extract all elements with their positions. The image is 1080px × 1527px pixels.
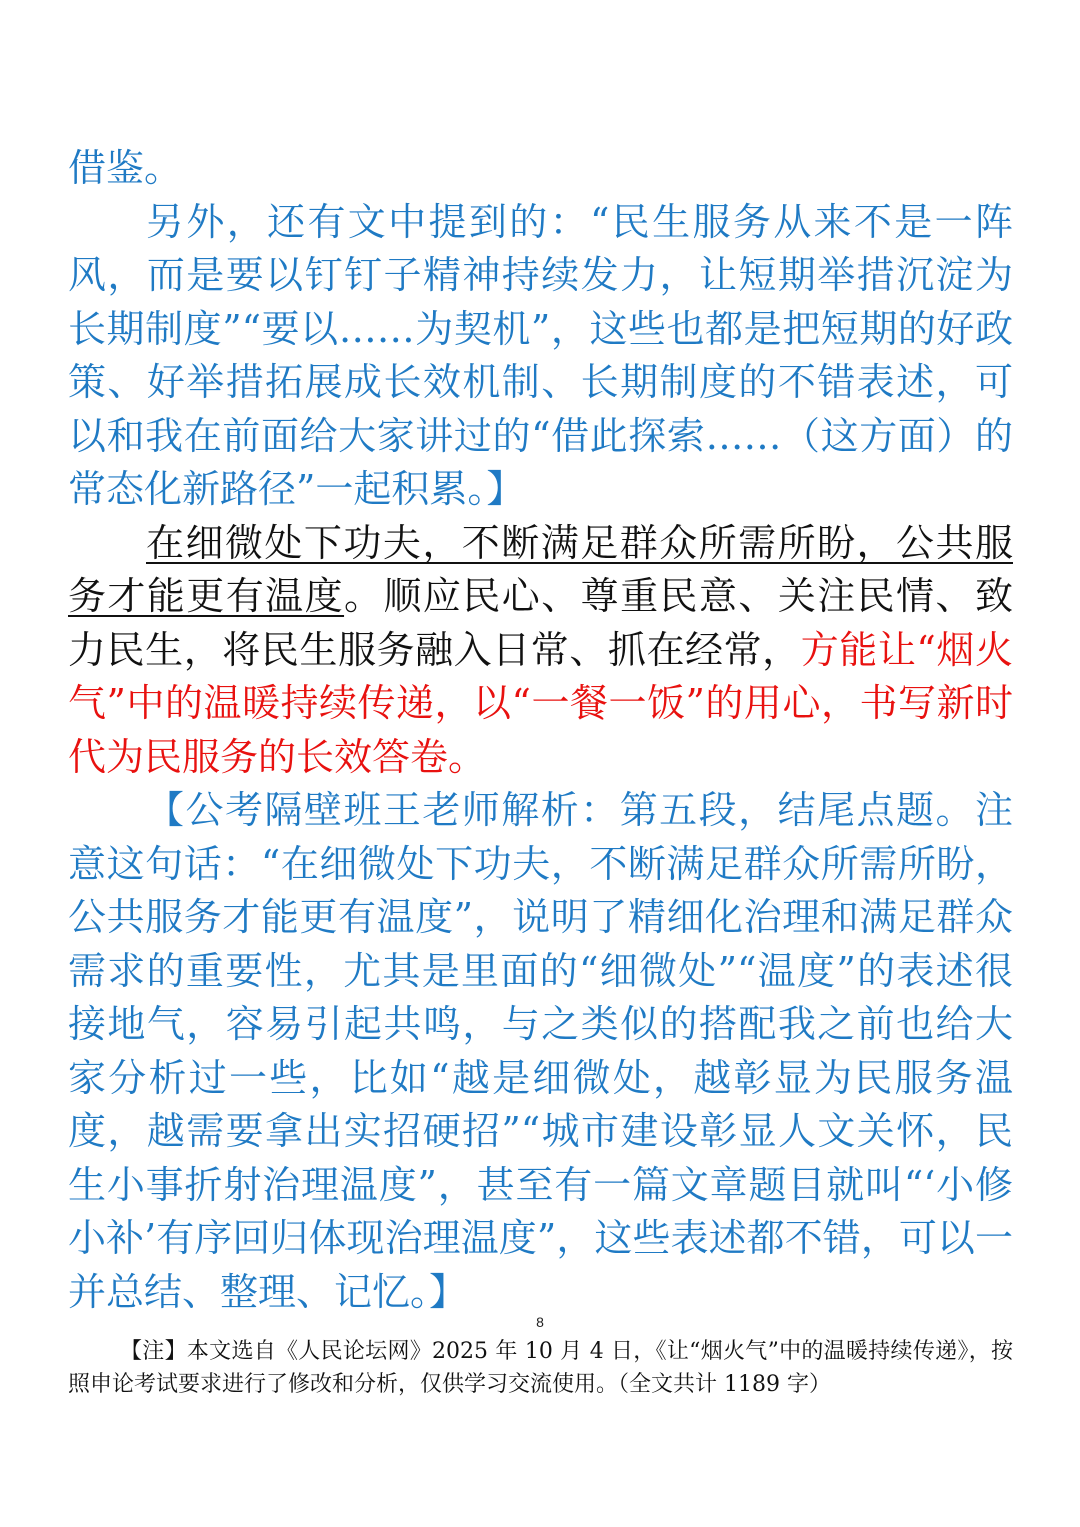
highlighted-text: 方能让“烟火气”中的温暖持续传递，以“一餐一饭”的用心，书写新时代为民服务的长效答卷。	[68, 627, 1013, 779]
body-text: 。顺应民心、尊重民意、关注民情、致力民生，将民生服务融入日常、抓在经常，	[68, 574, 1013, 672]
footnote: 【注】本文选自《人民论坛网》2025 年 10 月 4 日，《让“烟火气”中的温暖持续传递》，按照申论考试要求进行了修改和分析，仅供学习交流使用。（全文共计 1189 字）	[68, 1339, 1013, 1397]
paragraph-analysis-additional: 另外，还有文中提到的：“民生服务从来不是一阵风，而是要以钉钉子精神持续发力，让短期举措沉淀为长期制度”“要以……为契机”，这些也都是把短期的好政策、好举措拓展成长效机制、长期制度的不错表述，可以和我在前面给大家讲过的“借此探索……（这方面）的常态化新路径”一起积累。】	[68, 199, 1013, 511]
paragraph-article-conclusion	[68, 517, 1013, 785]
underlined-key-sentence: 在细微处下功夫，不断满足群众所需所盼，公共服务才能更有温度	[68, 520, 1013, 618]
page-number: 8	[536, 1314, 544, 1330]
paragraph-analysis-fifth: 【公考隔壁班王老师解析：第五段，结尾点题。注意这句话：“在细微处下功夫，不断满足群众所需所盼，公共服务才能更有温度”，说明了精细化治理和满足群众需求的重要性，尤其是里面的“细微处”“温度”的表述很接地气，容易引起共鸣，与之类似的搭配我之前也给大家分析过一些，比如“越是细微处，越彰显为民服务温度，越需要拿出实招硬招”“城市建设彰显人文关怀，民生小事折射治理温度”，甚至有一篇文章题目就叫“‘小修小补’有序回归体现治理温度”，这些表述都不错，可以一并总结、整理、记忆。】	[68, 788, 1013, 1314]
paragraph-analysis-end: 借鉴。	[68, 146, 183, 190]
document-body	[68, 142, 1013, 1319]
